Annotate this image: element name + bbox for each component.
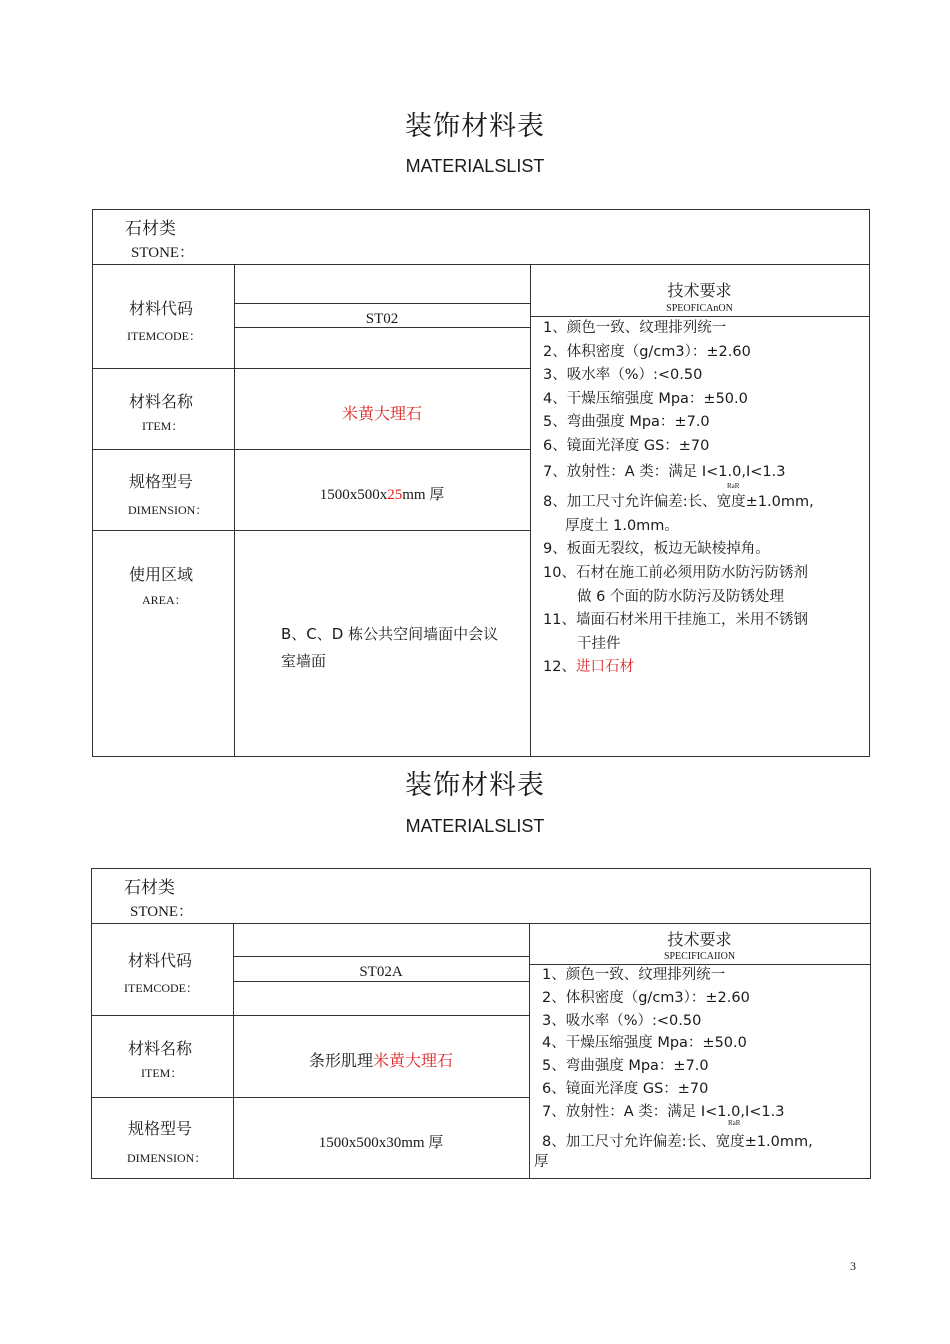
spec-item: 1、颜色一致、纹理排列统一 xyxy=(543,320,727,336)
sheet2-table xyxy=(91,868,871,1179)
sheet2-name-value xyxy=(233,1048,529,1071)
spec-item: 5、弯曲强度 Mpa：±7.0 xyxy=(542,1058,709,1075)
sheet1-tech-label-zh: 技术要求 xyxy=(667,281,732,300)
sheet1-code-divider xyxy=(234,303,530,304)
sheet1-dim-label-en: DIMENSION： xyxy=(128,503,208,517)
spec-item: 8、加工尺寸允许偏差:长、宽度±1.0mm, xyxy=(542,1133,813,1150)
sheet2-row-divider xyxy=(92,1015,529,1016)
sheet1-dim-value-c: mm 厚 xyxy=(402,487,445,503)
sheet2-name-value-b: 米黄大理石 xyxy=(373,1051,454,1070)
sheet2-name-label-zh: 材料名称 xyxy=(128,1039,193,1058)
spec-item-continued: 干挂件 xyxy=(577,635,621,652)
sheet1-spec-list xyxy=(543,317,814,680)
sheet2-code-label-zh: 材料代码 xyxy=(128,951,193,970)
sheet1-name-value: 米黄大理石 xyxy=(341,404,422,423)
sheet1-dim-value-a: 1500x500x xyxy=(319,487,388,503)
spec-item-continued: 做 6 个面的防水防污及防锈处理 xyxy=(577,588,784,605)
sheet1-category-en: STONE： xyxy=(131,245,195,261)
sheet1-dim-value-b: 25 xyxy=(387,487,403,503)
spec-item: 3、吸水率（%）:<0.50 xyxy=(542,1012,702,1029)
sheet2-dim-label-en: DIMENSION： xyxy=(127,1151,207,1165)
spec-item: 3、吸水率（%）:<0.50 xyxy=(543,367,703,384)
sheet1-area-label-zh: 使用区域 xyxy=(129,565,194,584)
sheet1-row-divider xyxy=(93,368,530,369)
sheet1-row-divider xyxy=(93,449,530,450)
spec-item-number: 12、 xyxy=(543,659,576,676)
sheet2-title: 装饰材料表 xyxy=(405,770,545,801)
sheet2-subtitle: MATERIALSLIST xyxy=(405,816,545,836)
sheet2-name-label-en: ITEM： xyxy=(141,1066,183,1080)
sheet1-code-value: ST02 xyxy=(365,311,399,327)
sheet2-code-divider xyxy=(233,956,529,957)
sheet1-dim-value xyxy=(234,483,530,504)
spec-item: 6、镜面光泽度 GS：±70 xyxy=(542,1080,709,1097)
spec-item-highlight: 进口石材 xyxy=(575,659,634,676)
sheet1-table xyxy=(92,209,870,757)
sheet1-title: 装饰材料表 xyxy=(405,111,545,142)
spec-item xyxy=(543,656,814,680)
sheet1-name-label-zh: 材料名称 xyxy=(129,392,194,411)
sheet1-row-divider xyxy=(93,264,869,265)
sheet1-area-value-line1: B、C、D 栋公共空间墙面中会议 xyxy=(281,625,499,643)
spec-item: 8、加工尺寸允许偏差:长、宽度±1.0mm, xyxy=(543,494,814,511)
spec-item: 2、体积密度（g/cm3）：±2.60 xyxy=(542,989,750,1006)
sheet1-code-label-en: ITEMCODE： xyxy=(127,329,201,343)
page-number: 3 xyxy=(850,1259,856,1273)
sheet2-code-label-en: ITEMCODE： xyxy=(124,981,198,995)
sheet2-tech-label-en: SPECIFICAIION xyxy=(663,951,736,962)
sheet1-tech-label-en: SPEOFICAnON xyxy=(666,303,733,314)
sheet2-category-zh: 石材类 xyxy=(124,878,175,898)
sheet2-category-en: STONE： xyxy=(130,904,194,920)
sheet1-col-divider xyxy=(530,264,531,756)
sheet1-col-divider xyxy=(234,264,235,756)
sheet2-tech-label-zh: 技术要求 xyxy=(667,930,732,949)
sheet2-dim-label-zh: 规格型号 xyxy=(128,1119,193,1138)
sheet1-dim-label-zh: 规格型号 xyxy=(129,472,194,491)
sheet1-category-zh: 石材类 xyxy=(125,219,176,239)
spec-item: 7、放射性：A 类：满足 I<1.0,I<1.3 xyxy=(543,463,786,480)
spec-item: 2、体积密度（g/cm3）：±2.60 xyxy=(543,343,751,360)
sheet1-ra-note: RaR xyxy=(727,482,740,490)
sheet2-dim-value: 1500x500x30mm 厚 xyxy=(318,1135,444,1151)
sheet2-name-value-a: 条形肌理 xyxy=(308,1051,373,1070)
spec-item: 10、石材在施工前必须用防水防污防锈剂 xyxy=(543,564,808,581)
sheet1-code-label-zh: 材料代码 xyxy=(129,299,194,318)
spec-item: 5、弯曲强度 Mpa：±7.0 xyxy=(543,414,710,431)
spec-item: 11、墙面石材米用干挂施工，米用不锈钢 xyxy=(543,612,808,629)
sheet2-ra-note: RaR xyxy=(728,1119,741,1127)
sheet1-name-label-en: ITEM： xyxy=(142,419,184,433)
spec-item: 1、颜色一致、纹理排列统一 xyxy=(542,967,726,983)
sheet2-code-value: ST02A xyxy=(359,964,403,980)
sheet2-code-divider xyxy=(233,981,529,982)
sheet1-subtitle: MATERIALSLIST xyxy=(405,156,545,176)
spec-item: 6、镜面光泽度 GS：±70 xyxy=(543,437,710,454)
sheet1-area-label-en: AREA： xyxy=(142,593,187,607)
sheet1-area-value-line2: 室墙面 xyxy=(281,652,327,670)
spec-item-continued: 厚 xyxy=(534,1154,549,1171)
spec-item: 9、板面无裂纹，板边无缺棱掉角。 xyxy=(543,541,770,558)
spec-item: 4、干燥压缩强度 Mpa：±50.0 xyxy=(543,390,748,407)
sheet2-spec-list xyxy=(534,964,813,1171)
spec-item: 7、放射性：A 类：满足 I<1.0,I<1.3 xyxy=(542,1103,785,1120)
sheet1-row-divider xyxy=(93,530,530,531)
sheet2-row-divider xyxy=(92,1097,529,1098)
spec-item-continued: 厚度土 1.0mm。 xyxy=(565,517,679,534)
spec-item: 4、干燥压缩强度 Mpa：±50.0 xyxy=(542,1035,747,1052)
sheet2-row-divider xyxy=(92,923,870,924)
